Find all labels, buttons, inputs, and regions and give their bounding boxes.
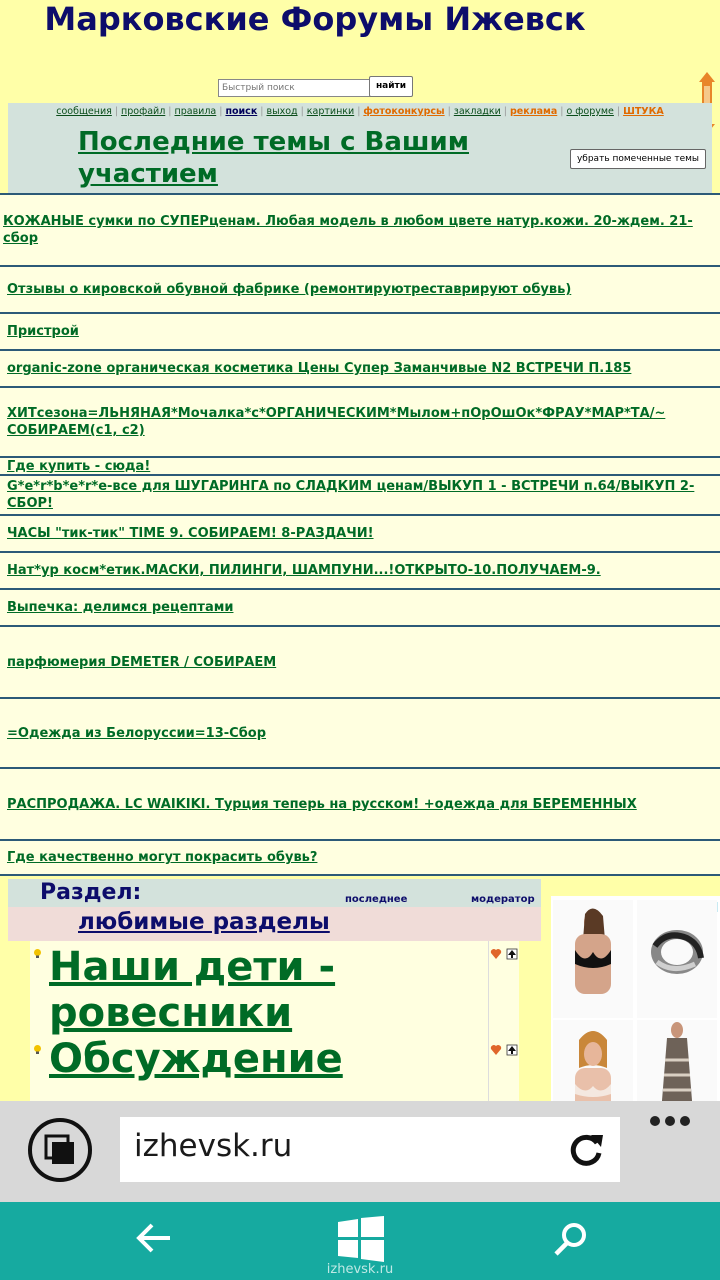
topic-link[interactable]: РАСПРОДАЖА. LC WAIKIKI. Турция теперь на русском! +одежда для БЕРЕМЕННЫХ <box>7 796 637 812</box>
nav-separator: | <box>560 106 564 117</box>
nav-link[interactable]: о форуме <box>566 106 614 117</box>
ad-product-image[interactable] <box>553 900 633 1018</box>
nav-separator: | <box>300 106 304 117</box>
search-button[interactable]: найти <box>369 76 413 97</box>
forum-strip <box>488 941 519 1101</box>
bulb-icon <box>33 943 42 952</box>
nav-link[interactable]: закладки <box>453 106 501 117</box>
clear-marked-topics-button[interactable]: убрать помеченные темы <box>570 149 706 169</box>
tabs-button-icon[interactable] <box>27 1117 93 1183</box>
refresh-icon[interactable] <box>567 1131 605 1169</box>
nav-links <box>0 106 720 117</box>
nav-link[interactable]: выход <box>266 106 298 117</box>
topic-row <box>0 456 720 474</box>
topic-link[interactable]: ЧАСЫ "тик-тик" TIME 9. СОБИРАЕМ! 8-РАЗДАЧИ! <box>7 526 374 541</box>
more-options-icon[interactable] <box>648 1113 692 1127</box>
windows-start-icon[interactable] <box>338 1216 384 1262</box>
ad-product-image[interactable] <box>637 900 717 1018</box>
topic-link[interactable]: ХИТсезона=ЛЬНЯНАЯ*Мочалка*с*ОРГАНИЧЕСКИМ*Мылом+пОрОшОк*ФРАУ*МАР*ТА/~ СОБИРАЕМ(с1, с2) <box>7 406 666 438</box>
topic-row <box>0 625 720 697</box>
topic-link[interactable]: Отзывы о кировской обувной фабрике (ремонтируютреставрируют обувь) <box>7 282 572 297</box>
topic-row <box>0 514 720 551</box>
nav-link[interactable]: поиск <box>225 106 258 117</box>
forum-action-icons[interactable] <box>490 945 518 957</box>
topic-row <box>0 588 720 625</box>
topic-row <box>0 265 720 312</box>
nav-separator: | <box>357 106 361 117</box>
favorites-link[interactable]: любимые разделы <box>78 909 330 935</box>
topic-row <box>0 474 720 514</box>
topic-link[interactable]: парфюмерия DEMETER / СОБИРАЕМ <box>7 654 277 670</box>
nav-separator: | <box>168 106 172 117</box>
nav-link[interactable]: фотоконкурсы <box>363 106 445 117</box>
topic-row <box>0 349 720 386</box>
nav-link[interactable]: картинки <box>306 106 355 117</box>
topic-link[interactable]: G*e*r*b*e*r*e-все для ШУГАРИНГА по СЛАДКИМ ценам/ВЫКУП 1 - ВСТРЕЧИ п.64/ВЫКУП 2-СБОР! <box>7 479 695 511</box>
topic-row <box>0 839 720 876</box>
topic-link[interactable]: Пристрой <box>7 324 79 339</box>
topic-row <box>0 386 720 456</box>
forum-action-icons[interactable] <box>490 1041 518 1053</box>
topic-link[interactable]: Где качественно могут покрасить обувь? <box>7 850 318 865</box>
topic-row <box>0 193 720 265</box>
forum-link[interactable]: Наши дети - ровесники Обсуждение <box>49 944 343 1082</box>
site-title: Марковские Форумы Ижевск <box>44 0 586 38</box>
nav-separator: | <box>219 106 223 117</box>
watermark-text: izhevsk.ru <box>326 1262 394 1277</box>
topic-link[interactable]: Выпечка: делимся рецептами <box>7 600 234 615</box>
search-icon[interactable] <box>552 1220 590 1258</box>
topic-link[interactable]: Нат*ур косм*етик.МАСКИ, ПИЛИНГИ, ШАМПУНИ...!ОТКРЫТО-10.ПОЛУЧАЕМ-9. <box>7 563 601 578</box>
recent-topics-heading[interactable]: Последние темы с Вашим участием <box>78 127 470 189</box>
nav-separator: | <box>447 106 451 117</box>
back-arrow-icon[interactable] <box>134 1221 172 1255</box>
ad-banner[interactable] <box>551 896 720 1101</box>
nav-link[interactable]: сообщения <box>56 106 112 117</box>
nav-link[interactable]: ШТУКА <box>623 106 664 117</box>
bulb-icon <box>33 1039 42 1048</box>
nav-link[interactable]: профайл <box>121 106 166 117</box>
topic-row <box>0 312 720 349</box>
nav-link[interactable]: реклама <box>510 106 558 117</box>
nav-link[interactable]: правила <box>174 106 217 117</box>
topics-list <box>0 193 720 876</box>
column-latest: последнее <box>345 894 408 905</box>
nav-separator: | <box>114 106 119 117</box>
topic-row <box>0 551 720 588</box>
quick-search-input[interactable] <box>218 79 372 97</box>
topic-row <box>0 767 720 839</box>
topic-row <box>0 697 720 767</box>
nav-separator: | <box>503 106 507 117</box>
address-bar-text[interactable]: izhevsk.ru <box>134 1128 293 1164</box>
topic-link[interactable]: Где купить - сюда! <box>7 458 151 474</box>
section-label: Раздел: <box>40 880 142 905</box>
nav-separator: | <box>616 106 621 117</box>
topic-link[interactable]: =Одежда из Белоруссии=13-Сбор <box>7 725 267 741</box>
topic-link[interactable]: organic-zone органическая косметика Цены Супер Заманчивые N2 ВСТРЕЧИ П.185 <box>7 361 632 376</box>
nav-separator: | <box>260 106 264 117</box>
topic-link[interactable]: КОЖАНЫЕ сумки по СУПЕРценам. Любая модель в любом цвете натур.кожи. 20-ждем. 21-сбор <box>3 214 693 246</box>
column-moderator: модератор <box>471 894 535 905</box>
